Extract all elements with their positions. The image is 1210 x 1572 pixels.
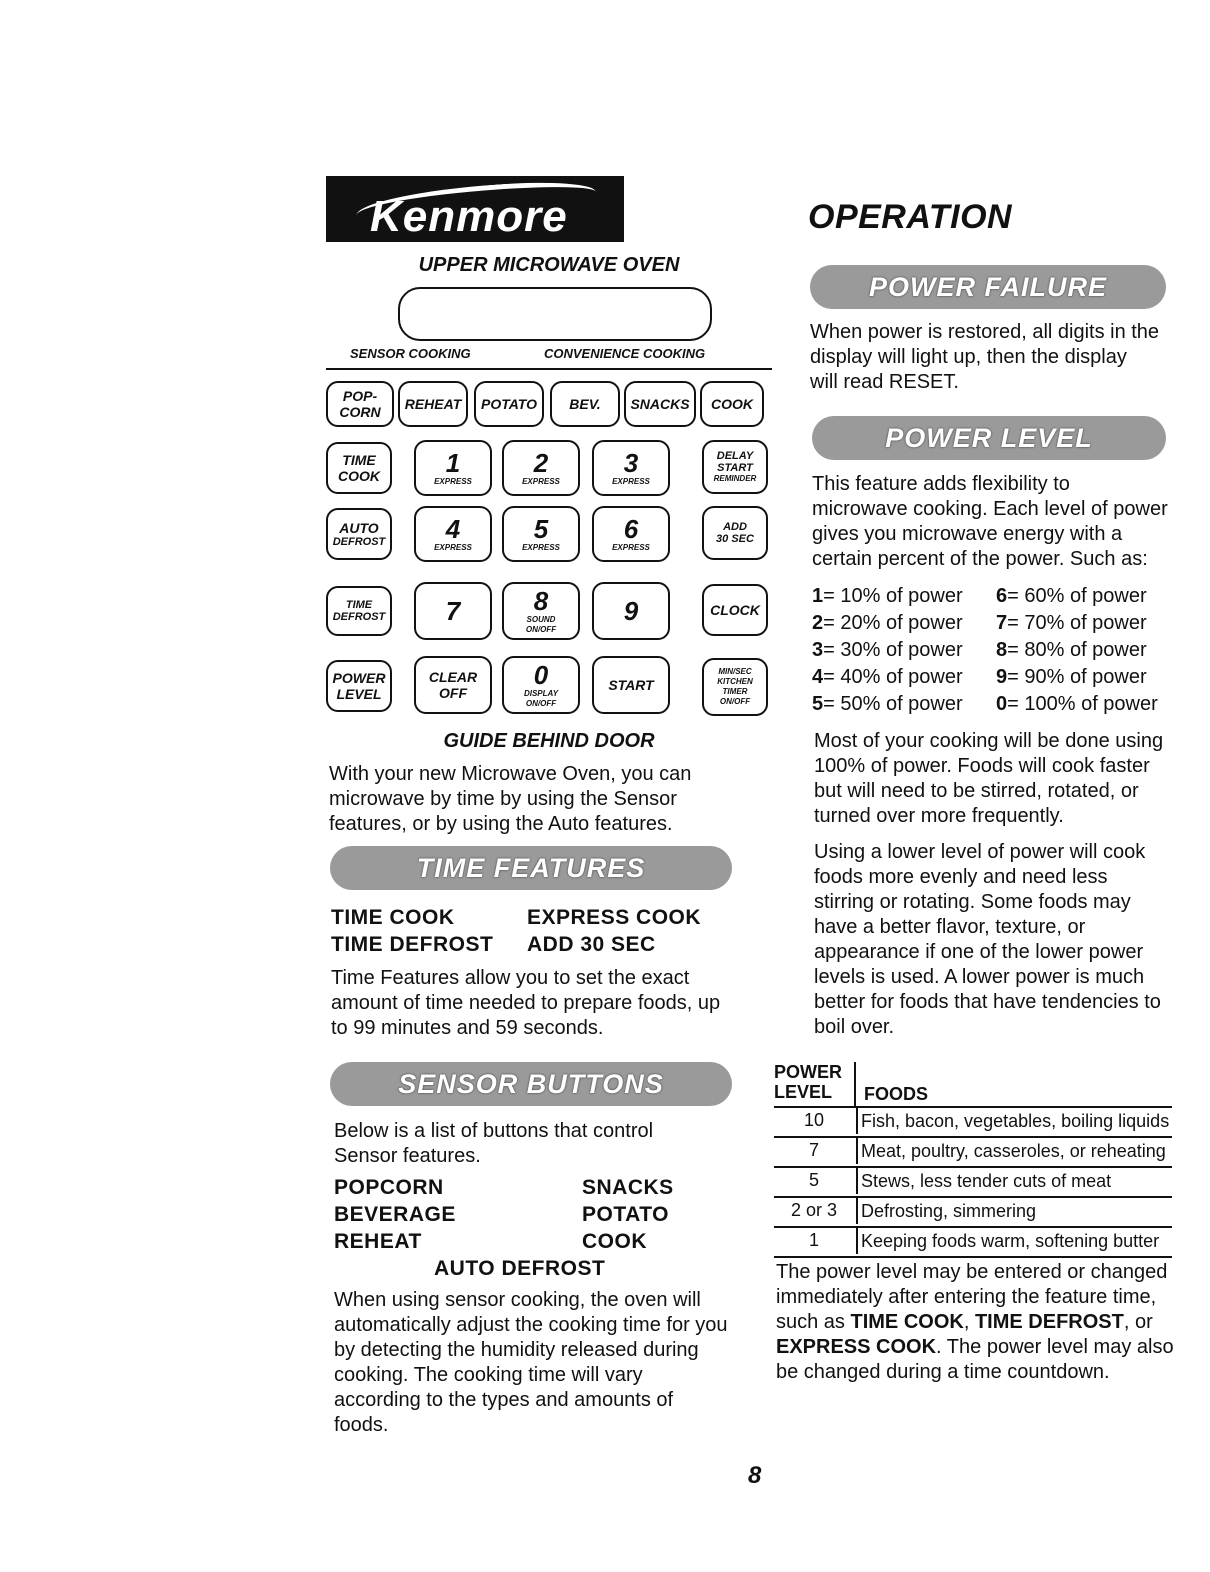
sound-line2: ON/OFF — [525, 625, 557, 634]
time-defrost-line1: TIME — [345, 599, 373, 611]
table-row: 2 or 3 Defrosting, simmering — [774, 1196, 1172, 1226]
clear-line1: CLEAR — [428, 669, 478, 685]
table-row: 1 Keeping foods warm, softening butter — [774, 1226, 1172, 1258]
delay-line3: REMINDER — [713, 474, 757, 483]
key-1-digit: 1 — [445, 448, 461, 478]
time-defrost-item: TIME DEFROST — [331, 933, 494, 956]
time-cook-key[interactable] — [326, 442, 392, 494]
express-cook-item: EXPRESS COOK — [527, 906, 702, 929]
power-level-paragraph: This feature adds flexibility to microwave cooking. Each level of power gives you microwave energy with a certain percent of the power. Such as: — [812, 473, 1168, 570]
number-key-2[interactable] — [502, 440, 580, 496]
key-4-express: EXPRESS — [434, 543, 472, 552]
key-3-express: EXPRESS — [612, 477, 650, 486]
convenience-cooking-label: CONVENIENCE COOKING — [544, 346, 706, 361]
number-key-0[interactable] — [502, 656, 580, 714]
popcorn-key-line2: CORN — [339, 404, 381, 420]
power-paragraph-2: Using a lower level of power will cook foods more evenly and need less stirring or rotating. Some foods may have a better flavor, texture, or appearance if one of the lower power levels is used. A lower power is much better for foods that have tendencies to boil over. — [814, 841, 1161, 1038]
sensor-buttons-paragraph: When using sensor cooking, the oven will automatically adjust the cooking time for you by detecting the humidity released during cooking. The cooking time will vary according to the types and amounts of foods. — [334, 1289, 728, 1436]
table-header-divider — [854, 1062, 856, 1106]
snacks-item: SNACKS — [582, 1176, 674, 1199]
key-7-digit: 7 — [445, 596, 461, 626]
power-failure-banner-text: POWER FAILURE — [868, 271, 1107, 302]
time-defrost-line2: DEFROST — [332, 611, 386, 623]
power-failure-banner — [810, 265, 1166, 309]
timer-line4: ON/OFF — [719, 697, 751, 706]
key-1-express: EXPRESS — [434, 477, 472, 486]
key-4-digit: 4 — [445, 514, 461, 544]
page-number: 8 — [748, 1462, 762, 1489]
power-level-banner-text: POWER LEVEL — [885, 422, 1093, 453]
power-level-list — [812, 583, 1172, 723]
key-8-digit: 8 — [533, 586, 549, 616]
timer-line1: MIN/SEC — [718, 667, 752, 676]
key-2-digit: 2 — [533, 448, 549, 478]
time-features-list — [331, 904, 731, 960]
key-2-express: EXPRESS — [522, 477, 560, 486]
auto-defrost-line2: DEFROST — [332, 536, 386, 548]
power-level-banner — [812, 416, 1166, 460]
level-item: 2= 20% of power — [812, 612, 963, 634]
timer-line3: TIMER — [722, 687, 748, 696]
number-key-5[interactable] — [502, 506, 580, 562]
key-6-express: EXPRESS — [612, 543, 650, 552]
level-item: 6= 60% of power — [996, 585, 1147, 607]
time-defrost-key[interactable] — [326, 586, 392, 636]
key-6-digit: 6 — [623, 514, 639, 544]
key-0-digit: 0 — [533, 660, 549, 690]
beverage-item: BEVERAGE — [334, 1203, 456, 1226]
level-item: 9= 90% of power — [996, 666, 1147, 688]
level-item: 0= 100% of power — [996, 693, 1158, 715]
key-3-digit: 3 — [623, 448, 639, 478]
level-item: 1= 10% of power — [812, 585, 963, 607]
cook-key[interactable]: COOK — [700, 381, 764, 427]
sensor-cooking-label: SENSOR COOKING — [350, 346, 471, 361]
delay-start-key[interactable] — [702, 440, 768, 494]
display-line2: ON/OFF — [525, 699, 557, 708]
time-features-banner-text: TIME FEATURES — [416, 852, 646, 883]
power-key-line2: LEVEL — [336, 686, 382, 702]
clear-off-key[interactable] — [414, 656, 492, 714]
power-level-key[interactable] — [326, 660, 392, 712]
number-key-8[interactable] — [502, 582, 580, 640]
sensor-buttons-list — [334, 1174, 734, 1284]
level-item: 3= 30% of power — [812, 639, 963, 661]
auto-defrost-line1: AUTO — [339, 520, 379, 536]
sensor-buttons-banner — [330, 1062, 732, 1106]
start-key-label: START — [608, 677, 654, 693]
add-line2: 30 SEC — [716, 533, 754, 545]
display-line1: DISPLAY — [523, 689, 559, 698]
clock-key-label: CLOCK — [710, 602, 760, 618]
time-cook-line2: COOK — [338, 468, 380, 484]
add-line1: ADD — [723, 521, 747, 533]
snacks-key[interactable]: SNACKS — [624, 381, 696, 427]
kitchen-timer-key[interactable] — [702, 658, 768, 716]
clear-line2: OFF — [439, 685, 467, 701]
number-key-4[interactable] — [414, 506, 492, 562]
panel-category-row — [326, 346, 772, 370]
operation-title: OPERATION — [808, 198, 1013, 236]
timer-line2: KITCHEN — [717, 677, 753, 686]
popcorn-item: POPCORN — [334, 1176, 444, 1199]
time-cook-line1: TIME — [342, 452, 376, 468]
add-30-sec-key[interactable] — [702, 506, 768, 560]
oven-display — [398, 287, 712, 341]
time-features-banner — [330, 846, 732, 890]
level-item: 7= 70% of power — [996, 612, 1147, 634]
key-9-digit: 9 — [623, 596, 639, 626]
clock-key[interactable] — [702, 584, 768, 636]
auto-defrost-key[interactable] — [326, 508, 392, 560]
sound-line1: SOUND — [526, 615, 556, 624]
level-item: 5= 50% of power — [812, 693, 963, 715]
potato-key[interactable]: POTATO — [474, 381, 544, 427]
number-key-1[interactable] — [414, 440, 492, 496]
panel-title: UPPER MICROWAVE OVEN — [418, 254, 680, 276]
power-paragraph-3: The power level may be entered or changed immediately after entering the feature time, such as TIME COOK, TIME DEFROST, or EXPRESS COOK. The power level may also be changed during a time countdown. — [776, 1261, 1174, 1383]
table-row: 7 Meat, poultry, casseroles, or reheating — [774, 1136, 1172, 1166]
power-paragraph-1: Most of your cooking will be done using 100% of power. Foods will cook faster but will need to be stirred, rotated, or turned over more frequently. — [814, 730, 1164, 827]
table-row: 10 Fish, bacon, vegetables, boiling liquids — [774, 1106, 1172, 1136]
number-key-6[interactable] — [592, 506, 670, 562]
kenmore-logo — [326, 176, 624, 242]
key-5-digit: 5 — [533, 514, 549, 544]
key-5-express: EXPRESS — [522, 543, 560, 552]
popcorn-key[interactable] — [326, 381, 394, 427]
table-header — [774, 1062, 1172, 1106]
guide-behind-door: GUIDE BEHIND DOOR — [443, 730, 655, 752]
power-failure-paragraph: When power is restored, all digits in the display will light up, then the display will read RESET. — [810, 321, 1160, 393]
delay-line1: DELAY — [716, 450, 754, 462]
table-row: 5 Stews, less tender cuts of meat — [774, 1166, 1172, 1196]
sensor-buttons-banner-text: SENSOR BUTTONS — [398, 1068, 664, 1099]
table-header-foods: FOODS — [864, 1084, 929, 1104]
number-key-7[interactable] — [414, 582, 492, 640]
time-cook-item: TIME COOK — [331, 906, 455, 929]
cook-item: COOK — [582, 1230, 647, 1253]
potato-item: POTATO — [582, 1203, 669, 1226]
power-level-table — [774, 1062, 1172, 1258]
power-key-line1: POWER — [332, 670, 386, 686]
add-30-sec-item: ADD 30 SEC — [527, 933, 656, 956]
intro-paragraph: With your new Microwave Oven, you can microwave by time by using the Sensor features, or by using the Auto features. — [329, 763, 692, 835]
logo-wordmark: Kenmore — [370, 192, 568, 241]
beverage-key[interactable]: BEV. — [550, 381, 620, 427]
table-header-level: POWER LEVEL — [774, 1062, 843, 1102]
delay-line2: START — [717, 462, 753, 474]
reheat-item: REHEAT — [334, 1230, 422, 1253]
auto-defrost-item: AUTO DEFROST — [434, 1257, 606, 1280]
time-features-paragraph: Time Features allow you to set the exact amount of time needed to prepare foods, up to 99 minutes and 59 seconds. — [331, 967, 721, 1039]
level-item: 8= 80% of power — [996, 639, 1147, 661]
number-key-3[interactable] — [592, 440, 670, 496]
start-key[interactable] — [592, 656, 670, 714]
reheat-key[interactable]: REHEAT — [398, 381, 468, 427]
popcorn-key-line1: POP- — [342, 388, 378, 404]
sensor-buttons-intro: Below is a list of buttons that control Sensor features. — [334, 1120, 654, 1167]
level-item: 4= 40% of power — [812, 666, 963, 688]
number-key-9[interactable] — [592, 582, 670, 640]
